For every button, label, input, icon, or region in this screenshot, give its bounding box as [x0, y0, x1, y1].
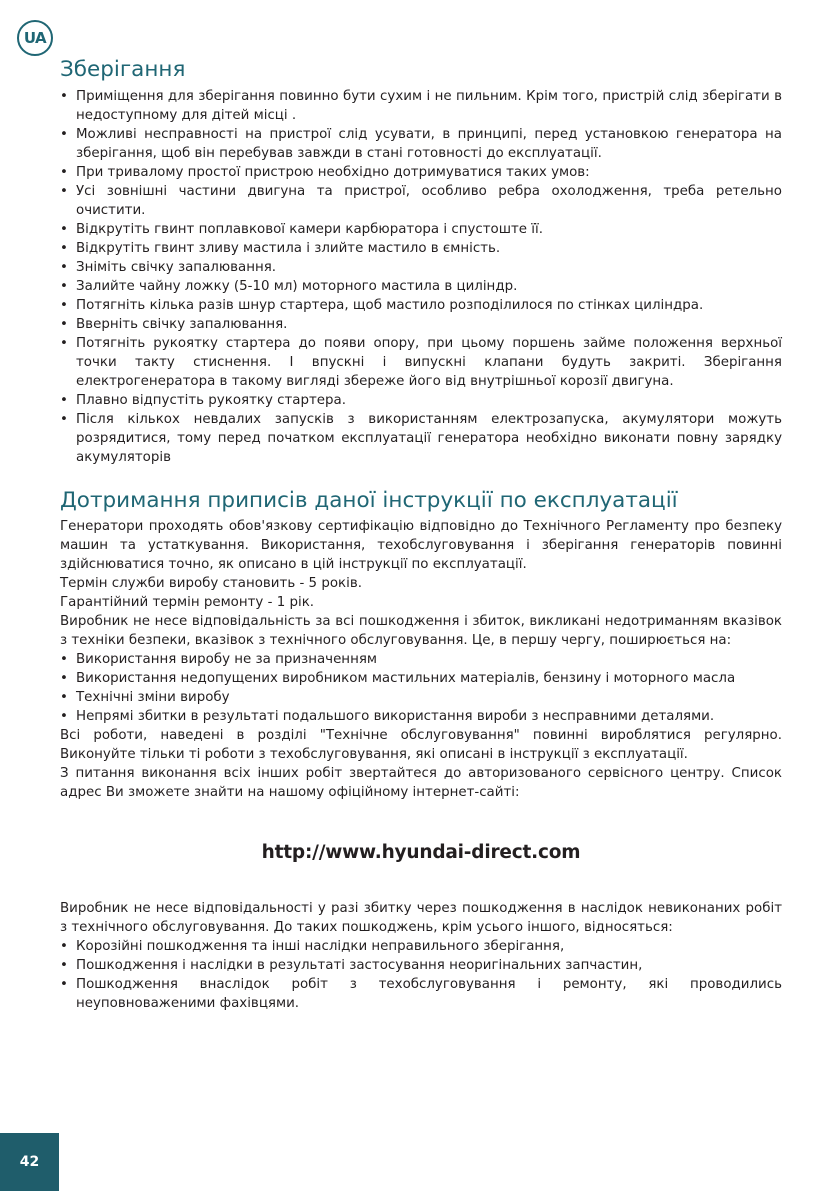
website-url: http://www.hyundai-direct.com: [261, 842, 581, 863]
list-item: • При тривалому простої пристрою необхідно дотримуватися таких умов:: [60, 163, 782, 182]
paragraph: Термін служби виробу становить - 5 років.: [60, 576, 362, 591]
page-number: 42: [0, 1133, 59, 1191]
paragraph: Гарантійний термін ремонту - 1 рік.: [60, 595, 315, 610]
list-item: • Плавно відпустіть рукоятку стартера.: [60, 391, 782, 410]
list-item: • Після кількох невдалих запусків з використанням електрозапуска, акумулятори можуть розрядитися, тому перед початком експлуатації генератора необхідно виконати повну зарядку акумуляторів: [60, 410, 782, 467]
list-item: • Відкрутіть гвинт зливу мастила і злийте мастило в ємність.: [60, 239, 782, 258]
damage-list: [60, 937, 782, 1013]
storage-list: [60, 87, 782, 467]
paragraph: Генератори проходять обов'язкову сертифікацію відповідно до Технічного Регламенту про безпеку машин та устаткування. Використання, техобслуговування і зберігання генераторів повинні здійснюватися точно, як описано в цій інструкції по експлуатації.: [60, 519, 782, 572]
paragraph: Виробник не несе відповідальності у разі збитку через пошкодження в наслідок невиконаних робіт з технічного обслуговування. До таких пошкоджень, крім усього іншого, відносяться:: [60, 901, 782, 935]
list-item: • Зніміть свічку запалювання.: [60, 258, 782, 277]
language-badge: UA: [17, 20, 53, 56]
list-item: • Відкрутіть гвинт поплавкової камери карбюратора і спустоште її.: [60, 220, 782, 239]
section-title-storage: Зберігання: [60, 57, 186, 82]
paragraph: З питання виконання всіх інших робіт звертайтеся до авторизованого сервісного центру. Список адрес Ви зможете знайти на нашому офіційному інтернет-сайті:: [60, 766, 782, 800]
list-item: • Пошкодження внаслідок робіт з техобслуговування і ремонту, які проводились неуповноваженими фахівцями.: [60, 975, 782, 1013]
list-item: • Пошкодження і наслідки в результаті застосування неоригінальних запчастин,: [60, 956, 782, 975]
list-item: • Непрямі збитки в результаті подальшого використання вироби з несправними деталями.: [60, 707, 782, 726]
paragraph: Виробник не несе відповідальність за всі пошкодження і збиток, викликані недотриманням вказівок з техніки безпеки, вказівок з технічного обслуговування. Це, в першу чергу, поширюється на:: [60, 614, 782, 648]
liability-exclusions-list: [60, 650, 782, 726]
list-item: • Потягніть рукоятку стартера до появи опору, при цьому поршень займе положення верхньої точки такту стиснення. І впускні і випускні клапани будуть закриті. Зберігання електрогенератора в такому вигляді збереже його від внутрішньої корозії двигуна.: [60, 334, 782, 391]
list-item: • Корозійні пошкодження та інші наслідки неправильного зберігання,: [60, 937, 782, 956]
list-item: • Технічні зміни виробу: [60, 688, 782, 707]
list-item: • Вверніть свічку запалювання.: [60, 315, 782, 334]
section-title-compliance: Дотримання приписів даної інструкції по експлуатації: [60, 488, 678, 513]
list-item: • Використання виробу не за призначенням: [60, 650, 782, 669]
list-item: • Приміщення для зберігання повинно бути сухим і не пильним. Крім того, пристрій слід зберігати в недоступному для дітей місці .: [60, 87, 782, 125]
list-item: • Можливі несправності на пристрої слід усувати, в принципі, перед установкою генератора на зберігання, щоб він перебував завжди в стані готовності до експлуатації.: [60, 125, 782, 163]
paragraph: Всі роботи, наведені в розділі "Технічне обслуговування" повинні вироблятися регулярно. Виконуйте тільки ті роботи з техобслуговування, які описані в інструкції з експлуатації.: [60, 728, 782, 762]
list-item: • Потягніть кілька разів шнур стартера, щоб мастило розподілилося по стінках циліндра.: [60, 296, 782, 315]
list-item: • Усі зовнішні частини двигуна та пристрої, особливо ребра охолодження, треба ретельно очистити.: [60, 182, 782, 220]
page-content: [60, 56, 782, 1013]
list-item: • Використання недопущених виробником мастильних матеріалів, бензину і моторного масла: [60, 669, 782, 688]
list-item: • Залийте чайну ложку (5-10 мл) моторного мастила в циліндр.: [60, 277, 782, 296]
